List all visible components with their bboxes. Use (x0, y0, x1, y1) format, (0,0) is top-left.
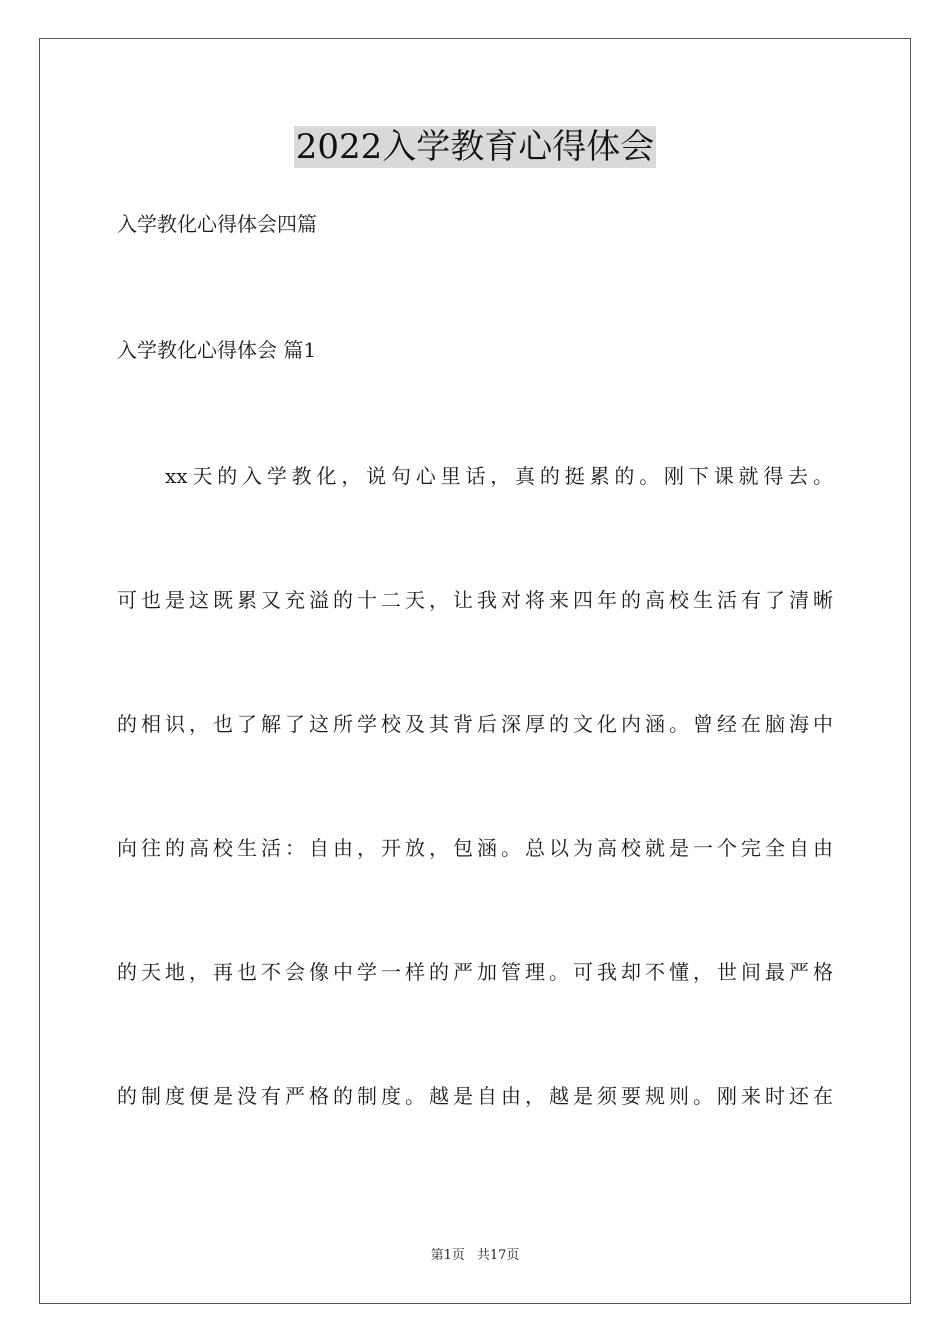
paragraph-line: 可也是这既累又充溢的十二天，让我对将来四年的高校生活有了清晰 (117, 588, 833, 612)
paragraph-line: 的制度便是没有严格的制度。越是自由，越是须要规则。刚来时还在 (117, 1084, 833, 1108)
section-heading: 入学教化心得体会 篇1 (117, 338, 317, 362)
document-subtitle: 入学教化心得体会四篇 (117, 212, 317, 236)
page-footer (0, 1247, 950, 1265)
document-title: 2022入学教育心得体会 (295, 127, 655, 167)
title-container (0, 126, 950, 168)
page-number: 第1页 (430, 1248, 465, 1263)
paragraph-line: 向往的高校生活：自由，开放，包涵。总以为高校就是一个完全自由 (117, 836, 833, 860)
page-total: 共17页 (476, 1248, 520, 1263)
paragraph-line: 的天地，再也不会像中学一样的严加管理。可我却不懂，世间最严格 (117, 960, 833, 984)
paragraph-line: xx天的入学教化，说句心里话，真的挺累的。刚下课就得去。 (165, 464, 833, 488)
paragraph-line: 的相识，也了解了这所学校及其背后深厚的文化内涵。曾经在脑海中 (117, 712, 833, 736)
